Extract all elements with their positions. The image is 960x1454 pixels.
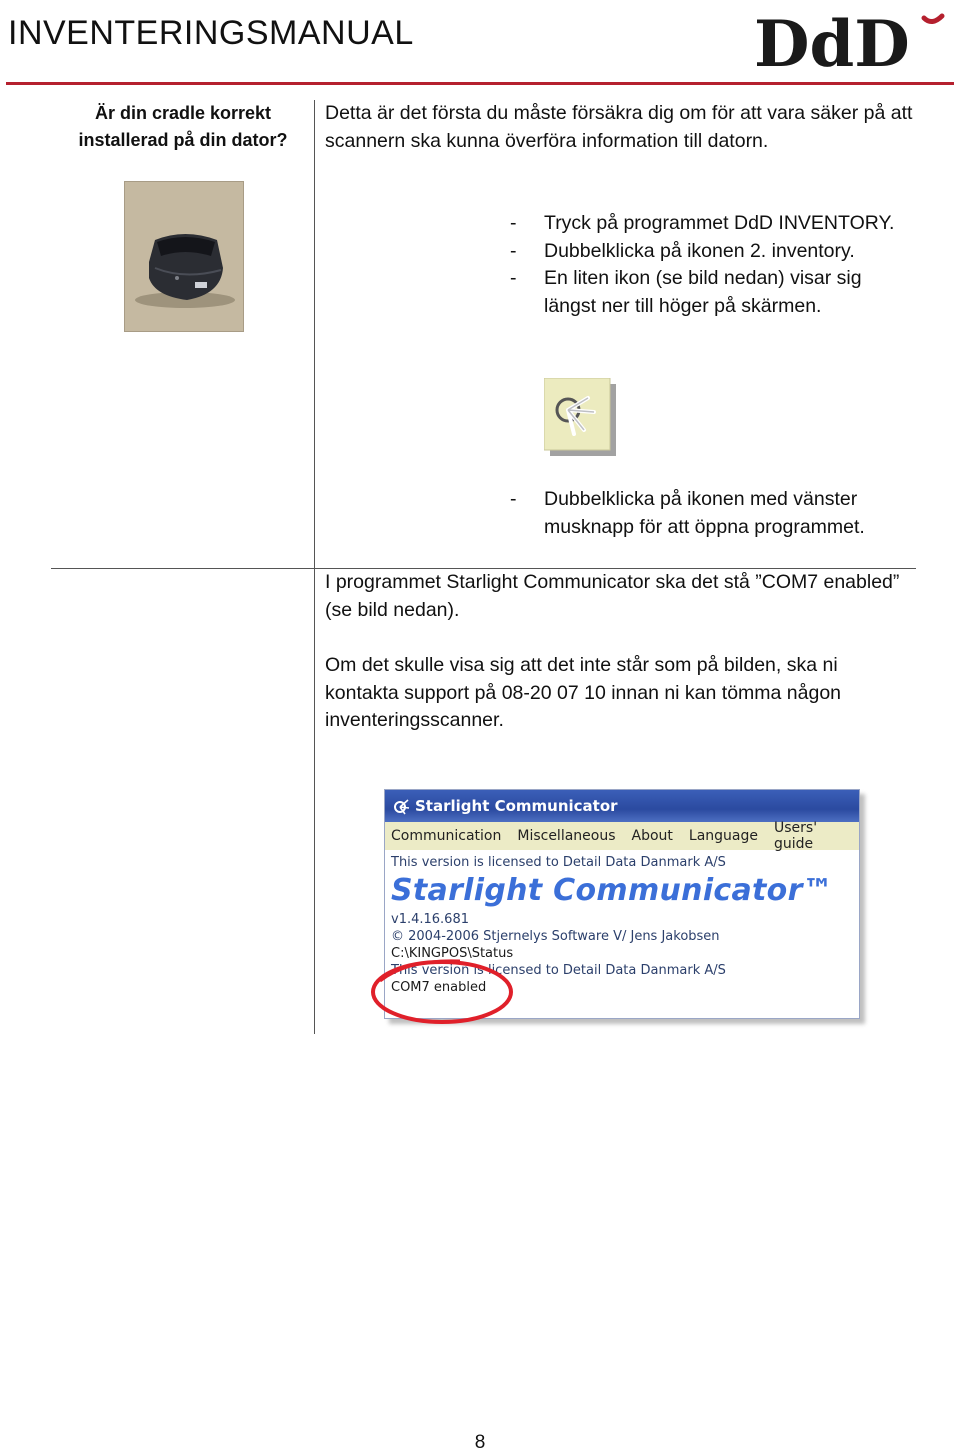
header-rule	[6, 82, 954, 85]
cradle-photo	[124, 181, 244, 332]
list-item: - Dubbelklicka på ikonen 2. inventory.	[510, 239, 855, 262]
version-text: v1.4.16.681	[391, 912, 469, 927]
starlight-tray-icon	[544, 378, 618, 458]
document-title: INVENTERINGSMANUAL	[8, 14, 414, 52]
ddd-logo	[752, 0, 948, 74]
window-title: Starlight Communicator	[415, 797, 618, 815]
menu-miscellaneous[interactable]: Miscellaneous	[517, 828, 616, 844]
page-number: 8	[474, 1432, 486, 1453]
product-name: Starlight Communicator™	[391, 873, 833, 908]
menu-about[interactable]: About	[631, 828, 673, 844]
intro-paragraph: Detta är det första du måste försäkra dig om för att vara säker på att scannern ska kunna överföra information till datorn.	[325, 102, 913, 152]
table-vertical-divider	[314, 100, 315, 1034]
list-item: - En liten ikon (se bild nedan) visar sig längst ner till höger på skärmen.	[510, 267, 862, 317]
copyright-text: © 2004-2006 Stjernelys Software V/ Jens Jakobsen	[391, 929, 720, 944]
cradle-question: Är din cradle korrekt installerad på din dator?	[78, 103, 288, 150]
support-paragraph: Om det skulle visa sig att det inte står som på bilden, ska ni kontakta support på 08-20 07 10 innan ni kan tömma någon inventeringsscanner.	[325, 654, 842, 731]
list-item: - Dubbelklicka på ikonen med vänster musknapp för att öppna programmet.	[510, 488, 865, 538]
scanner-cradle-icon	[125, 182, 243, 331]
menu-users-guide[interactable]: Users' guide	[774, 820, 818, 852]
steps-list-1	[510, 210, 915, 320]
steps-list-2	[510, 486, 915, 541]
com-status: COM7 enabled	[391, 980, 487, 995]
menu-language[interactable]: Language	[688, 828, 759, 844]
svg-text:DdD: DdD	[754, 7, 910, 74]
status-path: C:\KINGPOS\Status	[391, 946, 514, 961]
window-menubar	[385, 822, 859, 850]
list-item: - Tryck på programmet DdD INVENTORY.	[510, 212, 895, 234]
license-line: This version is licensed to Detail Data Danmark A/S	[391, 855, 726, 870]
menu-communication[interactable]: Communication	[391, 828, 502, 844]
highlight-circle	[368, 955, 518, 1027]
license-line-2: This version is licensed to Detail Data Danmark A/S	[391, 963, 726, 978]
window-titlebar	[385, 790, 859, 822]
starlight-app-icon	[391, 796, 411, 816]
com7-paragraph: I programmet Starlight Communicator ska det stå ”COM7 enabled” (se bild nedan).	[325, 571, 900, 621]
